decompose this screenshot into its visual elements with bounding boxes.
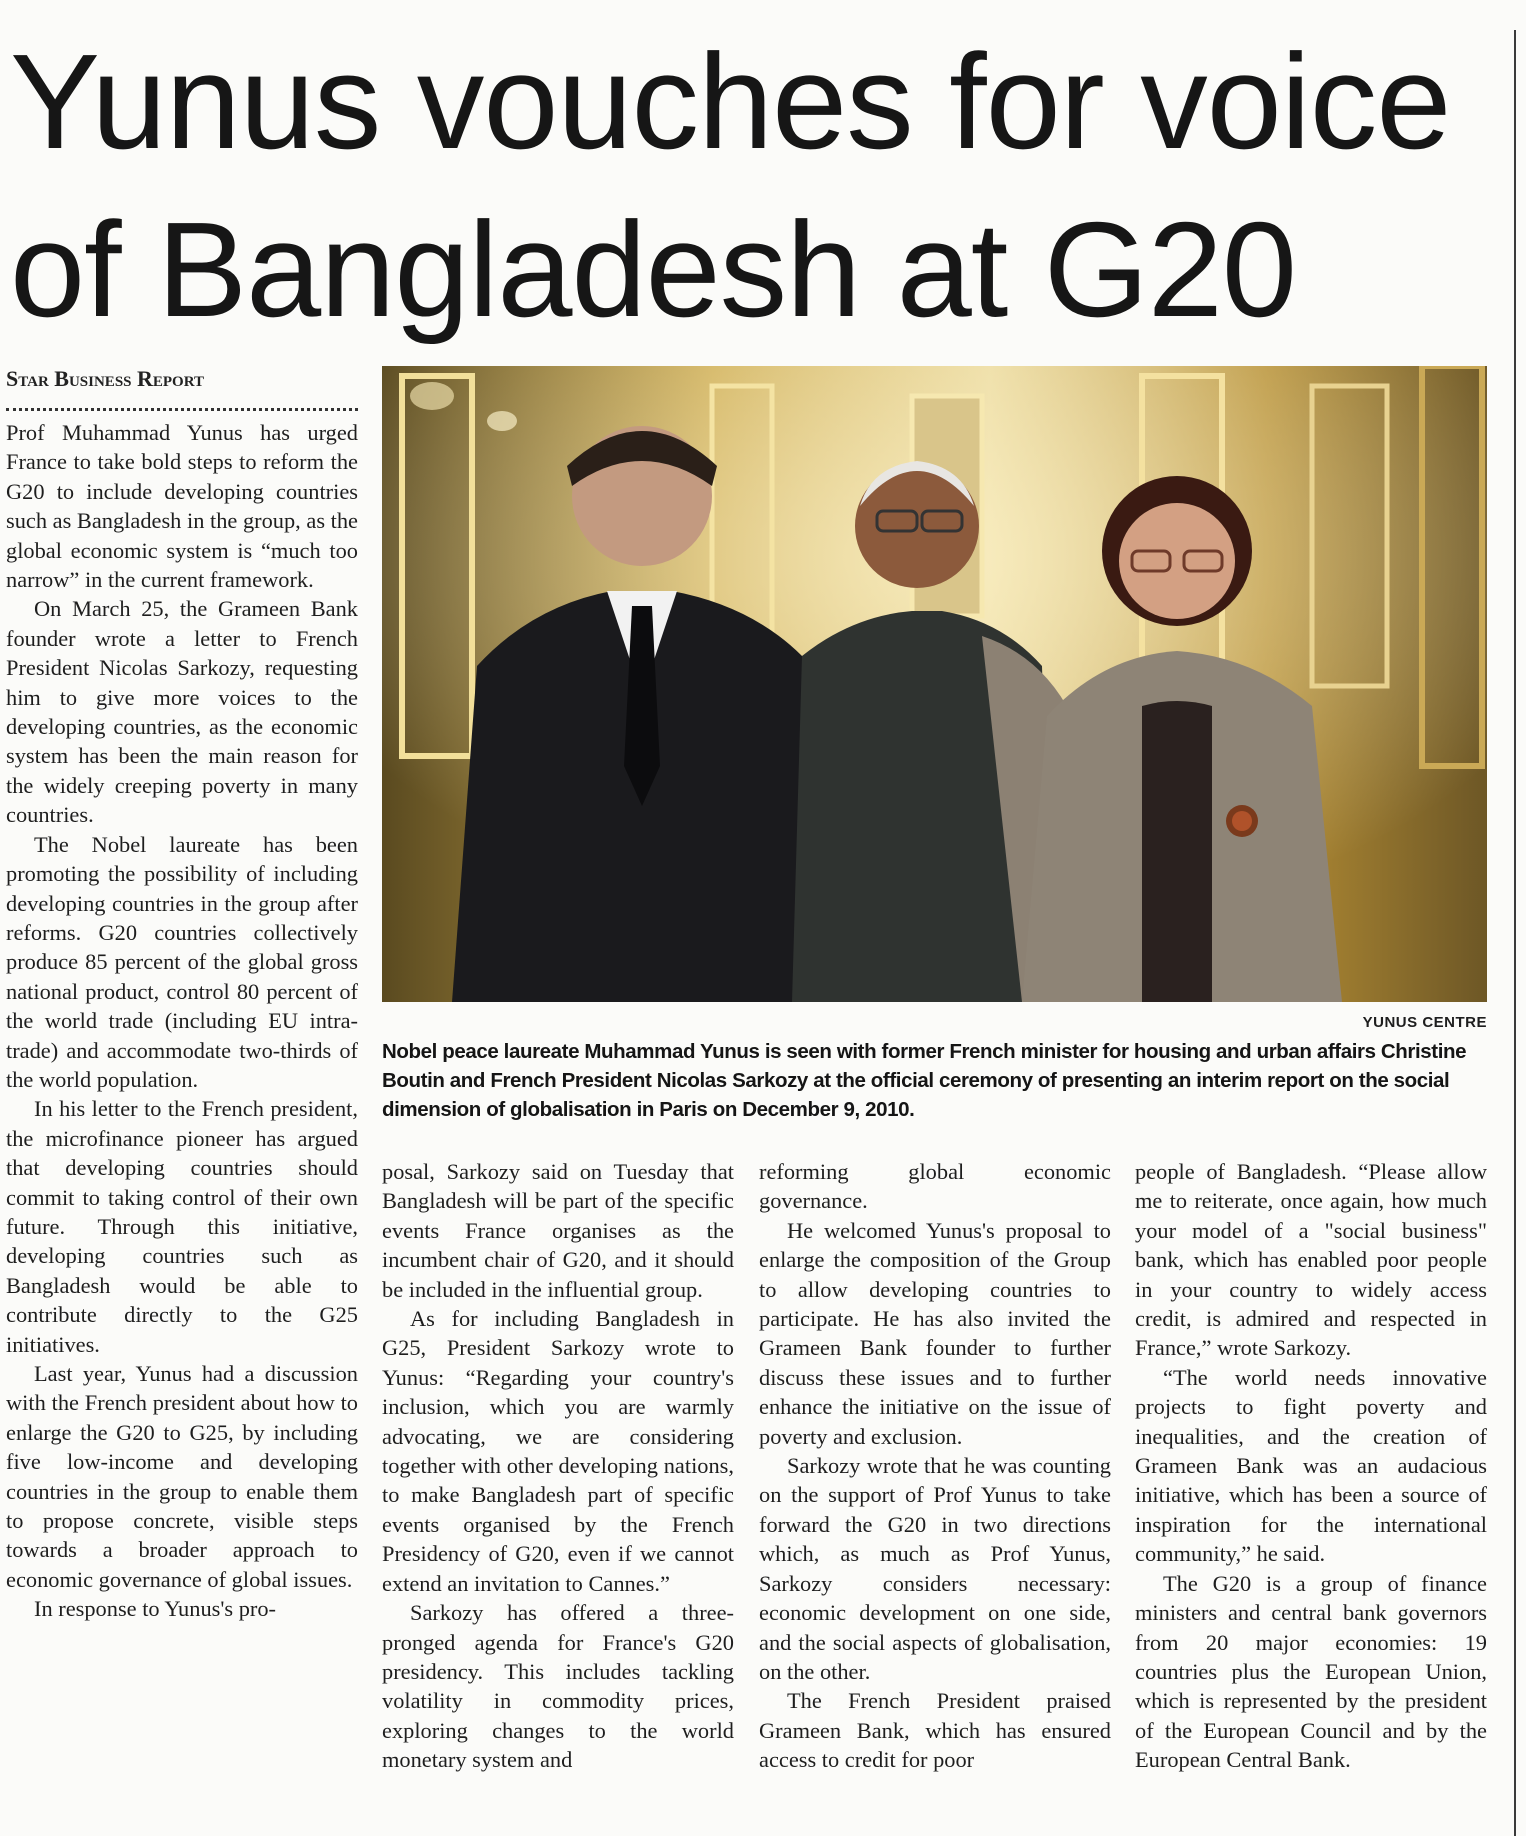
paragraph: Sarkozy wrote that he was counting on the support of Prof Yunus to take forward the G20 in two directions which, as much as Prof Yunus, Sarkozy considers necessary: economic development on one side, and the social aspects of globalisation, on the other. <box>759 1453 1111 1684</box>
paragraph: On March 25, the Grameen Bank founder wrote a letter to French President Nicolas Sarkozy, requesting him to give more voices to the developing countries, as the economic system has been the main reason for the widely creeping poverty in many countries. <box>6 596 358 828</box>
paragraph: The G20 is a group of finance ministers and central bank governors from 20 major economies: 19 countries plus the European Union, which is represented by the president of the European Council and by the European Central Bank. <box>1135 1570 1487 1773</box>
paragraph: Last year, Yunus had a discussion with the French president about how to enlarge the G20 to G25, by including five low-income and developing countries in the group to enable them to propose concrete, visible steps towards a broader approach to economic governance of global issues. <box>6 1361 358 1592</box>
paragraph: reforming global economic governance. <box>759 1159 1111 1214</box>
article-column-3 <box>759 1157 1111 1836</box>
paragraph: In response to Yunus's pro- <box>34 1596 277 1622</box>
paragraph: Prof Muhammad Yunus has urged France to take bold steps to reform the G20 to include developing countries such as Bangladesh in the group, as the global economic system is “much too narrow” in the current framework. <box>6 420 358 593</box>
page-edge-rule <box>1514 30 1516 1836</box>
paragraph: As for including Bangladesh in G25, President Sarkozy wrote to Yunus: “Regarding your country's inclusion, which you are warmly advocating, we are considering together with other developing nations, to make Bangladesh part of specific events organised by the French Presidency of G20, even if we cannot extend an invitation to Cannes.” <box>382 1306 734 1596</box>
paragraph: In his letter to the French president, the microfinance pioneer has argued that developing countries should commit to taking control of their own future. Through this initiative, developing countries such as Bangladesh would be able to contribute directly to the G25 initiatives. <box>6 1096 358 1357</box>
dotted-divider <box>6 408 358 411</box>
headline <box>10 18 1510 354</box>
paragraph: people of Bangladesh. “Please allow me to reiterate, once again, how much your model of a "social business" bank, which has enabled poor people in your country to widely access credit, is admired and respected in France,” wrote Sarkozy. <box>1135 1159 1487 1361</box>
article-column-4 <box>1135 1157 1487 1836</box>
paragraph: posal, Sarkozy said on Tuesday that Bangladesh will be part of the specific events France organises as the incumbent chair of G20, and it should be included in the influential group. <box>382 1159 734 1302</box>
news-photo <box>382 366 1487 1002</box>
article-column-2 <box>382 1157 734 1836</box>
paragraph: The Nobel laureate has been promoting the possibility of including developing countries in the group after reforms. G20 countries collectively produce 85 percent of the global gross national product, control 80 percent of the world trade (including EU intra-trade) and accommodate two-thirds of the world population. <box>6 831 358 1092</box>
paragraph: The French President praised Grameen Bank, which has ensured access to credit for poor <box>759 1688 1111 1773</box>
paragraph: He welcomed Yunus's proposal to enlarge the composition of the Group to allow developing countries to participate. He has also invited the Grameen Bank founder to further discuss these issues and to further enhance the initiative on the issue of poverty and exclusion. <box>759 1217 1111 1449</box>
photo-credit: YUNUS CENTRE <box>1362 1014 1487 1031</box>
paragraph: Sarkozy has offered a three-pronged agenda for France's G20 presidency. This includes tackling volatility in commodity prices, exploring changes to the world monetary system and <box>382 1600 734 1773</box>
headline-line-1: Yunus vouches for voice <box>10 26 1451 177</box>
photo-caption: Nobel peace laureate Muhammad Yunus is seen with former French minister for housing and urban affairs Christine Boutin and French President Nicolas Sarkozy at the official ceremony of presenting an interim report on the social dimension of globalisation in Paris on December 9, 2010. <box>382 1040 1467 1121</box>
byline: Star Business Report <box>6 366 205 391</box>
photo-illustration <box>382 366 1487 1002</box>
article-column-1 <box>6 418 358 1836</box>
paragraph: “The world needs innovative projects to fight poverty and inequalities, and the creation of Grameen Bank was an audacious initiative, which has been a source of inspiration for the international community,” he said. <box>1135 1364 1487 1567</box>
headline-line-2: of Bangladesh at G20 <box>10 194 1296 345</box>
